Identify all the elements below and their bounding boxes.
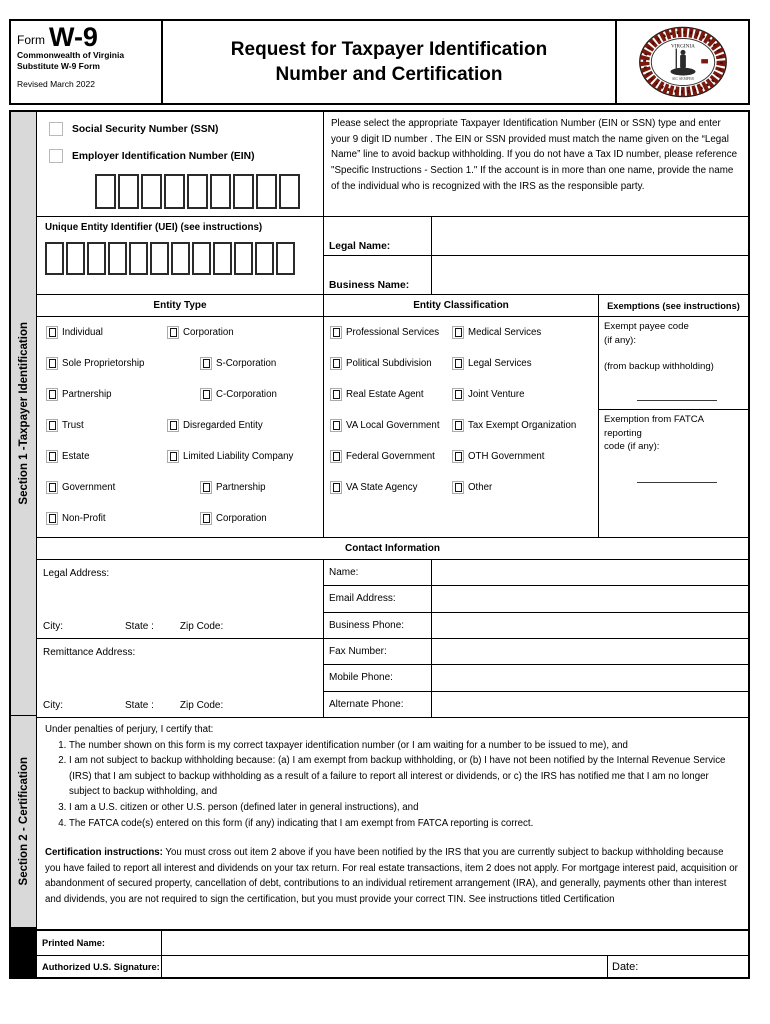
entity-type-label: C-Corporation (216, 389, 277, 400)
uei-box[interactable] (150, 242, 169, 275)
uei-boxes (45, 242, 323, 275)
alternate-phone-label: Alternate Phone: (324, 692, 432, 717)
entity-class-label: Tax Exempt Organization (468, 420, 577, 431)
form-subtitle-1: Commonwealth of Virginia (17, 50, 125, 60)
tin-digit-box[interactable] (256, 174, 277, 209)
contact-information-header: Contact Information (37, 538, 748, 560)
entity-class-label: Federal Government (346, 451, 435, 462)
w9-form-body (9, 110, 750, 979)
entity-class-label: Joint Venture (468, 389, 525, 400)
entity-class-label: Medical Services (468, 327, 542, 338)
checkbox-federal-government[interactable] (330, 450, 342, 463)
legal-name-input[interactable] (432, 217, 748, 255)
fax-number-input[interactable] (432, 639, 748, 664)
entity-type-label: Partnership (216, 482, 266, 493)
fatca-line1: Exemption from FATCA reporting (604, 414, 704, 439)
checkbox-c-corporation[interactable] (200, 388, 212, 401)
entity-type-label: Disregarded Entity (183, 420, 263, 431)
section2-sidebar (11, 716, 36, 928)
fatca-line2: code (if any): (604, 441, 660, 452)
uei-cell (37, 217, 324, 294)
exempt-payee-cell (599, 317, 748, 410)
tin-digit-box[interactable] (164, 174, 185, 209)
signature-row (37, 956, 748, 977)
email-address-label: Email Address: (324, 586, 432, 611)
fax-number-label: Fax Number: (324, 639, 432, 664)
certification-instructions-text: You must cross out item 2 above if you have been notified by the IRS that you are currently subject to backup withholding because you have failed to report all interest and dividends on your tax return. For real estate transactions, item 2 does not apply. For mortgage interest paid, acquisition or abandonment of secured property, cancellation of debt, contributions to an individual retirement arrangement (IRA), and generally, payments other than interest and dividends, you are not required to sign the certification, but you must provide your correct TIN. See instructions titled Certification (45, 847, 738, 905)
checkbox-va-state-agency[interactable] (330, 481, 342, 494)
checkbox-political-subdivision[interactable] (330, 357, 342, 370)
business-phone-input[interactable] (432, 613, 748, 638)
section-sidebar (11, 112, 37, 977)
form-id-block (11, 21, 163, 103)
legal-name-label: Legal Name: (324, 217, 432, 255)
uei-box[interactable] (234, 242, 253, 275)
business-name-label: Business Name: (324, 256, 432, 294)
checkbox-partnership[interactable] (46, 388, 58, 401)
exempt-payee-line1: Exempt payee code (604, 321, 689, 332)
checkbox-llc-partnership[interactable] (200, 481, 212, 494)
entity-type-label: Partnership (62, 389, 112, 400)
checkbox-llc-corporation[interactable] (200, 512, 212, 525)
address-column (37, 560, 324, 717)
tin-type-cell (37, 112, 324, 216)
business-name-row (324, 256, 748, 294)
entity-classification-header: Entity Classification (324, 295, 598, 317)
contact-field-row (324, 692, 748, 717)
checkbox-government[interactable] (46, 481, 58, 494)
uei-box[interactable] (108, 242, 127, 275)
zip-label: Zip Code: (179, 621, 224, 632)
section2-label: Section 2 - Certification (17, 757, 30, 886)
exemptions-column (599, 295, 748, 537)
form-revision: Revised March 2022 (17, 79, 95, 89)
checkbox-va-local-government[interactable] (330, 419, 342, 432)
checkbox-oth-government[interactable] (452, 450, 464, 463)
entity-type-label: Corporation (183, 327, 234, 338)
virginia-seal (617, 21, 748, 103)
exemptions-header: Exemptions (see instructions) (599, 295, 748, 317)
svg-text:VIRGINIA: VIRGINIA (670, 43, 695, 50)
entity-class-label: VA State Agency (346, 482, 418, 493)
contact-field-row (324, 639, 748, 665)
business-name-input[interactable] (432, 256, 748, 294)
tin-digit-box[interactable] (187, 174, 208, 209)
checkbox-disregarded-entity[interactable] (167, 419, 179, 432)
exempt-payee-line3: (from backup withholding) (604, 361, 714, 372)
printed-name-row (37, 931, 748, 956)
tin-digit-box[interactable] (279, 174, 300, 209)
contact-row (37, 560, 748, 718)
entity-type-label: Limited Liability Company (183, 451, 294, 462)
certification-instructions-lead: Certification instructions: (45, 847, 163, 859)
entity-type-label: Estate (62, 451, 90, 462)
contact-field-row (324, 586, 748, 612)
date-label: Date: (612, 960, 639, 973)
tin-digit-box[interactable] (118, 174, 139, 209)
tin-digit-boxes (95, 174, 323, 209)
fatca-cell (599, 410, 748, 537)
certification-instructions (45, 845, 740, 907)
printed-name-input[interactable] (162, 931, 748, 955)
business-phone-label: Business Phone: (324, 613, 432, 638)
email-address-input[interactable] (432, 586, 748, 611)
entity-type-label: Individual (62, 327, 103, 338)
entity-type-label: Government (62, 482, 116, 493)
checkbox-real-estate-agent[interactable] (330, 388, 342, 401)
legal-address-label: Legal Address: (43, 568, 110, 579)
ein-checkbox[interactable] (49, 149, 63, 163)
contact-field-row (324, 613, 748, 639)
entity-type-label: S-Corporation (216, 358, 277, 369)
alternate-phone-input[interactable] (432, 692, 748, 717)
tin-digit-box[interactable] (95, 174, 116, 209)
checkbox-corporation[interactable] (167, 326, 179, 339)
tin-digit-box[interactable] (233, 174, 254, 209)
entity-type-label: Corporation (216, 513, 267, 524)
ssn-checkbox[interactable] (49, 122, 63, 136)
entity-class-label: Other (468, 482, 493, 493)
certification-item: 4. The FATCA code(s) entered on this form (if any) indicating that I am exempt from FATCA reporting is correct. (69, 816, 740, 832)
entity-type-label: Sole Proprietorship (62, 358, 145, 369)
legal-address-block[interactable] (37, 560, 323, 639)
city-label: City: (43, 700, 63, 711)
printed-name-label: Printed Name: (37, 931, 162, 955)
virginia-seal-icon (635, 23, 731, 101)
entity-class-label: Professional Services (346, 327, 440, 338)
checkbox-estate[interactable] (46, 450, 58, 463)
uei-box[interactable] (66, 242, 85, 275)
entity-class-label: Real Estate Agent (346, 389, 424, 400)
certification-item: 3. I am a U.S. citizen or other U.S. person (defined later in general instructions), and (69, 800, 740, 816)
tin-row (37, 112, 748, 217)
certification-item: 2. I am not subject to backup withholding because: (a) I am exempt from backup withholding, or (b) I have not been notified by the Internal Revenue Service (IRS) that I am subject to backup withholding as a result of a failure to report all interest or dividends, or c) the IRS has notified me that I am no longer subject to backup withholding, and (69, 753, 740, 800)
tin-instructions: Please select the appropriate Taxpayer Identification Number (EIN or SSN) type and enter your 9 digit ID number . The EIN or SSN provided must match the name given on the “Legal Name” line to avoid backup withholding. If you do not have a Tax ID number, please reference "Specific Instructions - Section 1." If the account is in more than one name, provide the name of the individual who is recognized with the IRS as the responsible party. (331, 118, 738, 192)
mobile-phone-label: Mobile Phone: (324, 665, 432, 690)
sidebar-black-block (11, 928, 36, 977)
name-input[interactable] (432, 560, 748, 585)
form-title-line1: Request for Taxpayer Identification (230, 39, 548, 60)
state-label: State : (125, 700, 154, 711)
entity-class-label: Legal Services (468, 358, 532, 369)
uei-label: Unique Entity Identifier (UEI) (see instructions) (45, 222, 263, 233)
form-title (163, 21, 617, 103)
checkbox-medical-services[interactable] (452, 326, 464, 339)
date-cell[interactable] (608, 956, 748, 977)
checkbox-joint-venture[interactable] (452, 388, 464, 401)
ssn-label: Social Security Number (SSN) (72, 123, 219, 135)
form-word: Form (17, 33, 45, 47)
city-label: City: (43, 621, 63, 632)
certification-intro: Under penalties of perjury, I certify that: (45, 724, 214, 735)
contact-fields-column (324, 560, 748, 717)
form-content (37, 112, 748, 977)
uei-box[interactable] (213, 242, 232, 275)
state-label: State : (125, 621, 154, 632)
entity-type-header: Entity Type (37, 295, 323, 317)
entity-class-label: Political Subdivision (346, 358, 432, 369)
checkbox-professional-services[interactable] (330, 326, 342, 339)
svg-text:SIC SEMPER: SIC SEMPER (671, 77, 694, 82)
ssn-option (49, 122, 323, 136)
uei-box[interactable] (87, 242, 106, 275)
mobile-phone-input[interactable] (432, 665, 748, 690)
checkbox-sole-proprietorship[interactable] (46, 357, 58, 370)
form-number: W-9 (49, 22, 98, 52)
certification-item: 1. The number shown on this form is my correct taxpayer identification number (or I am waiting for a number to be issued to me), and (69, 738, 740, 754)
signature-label: Authorized U.S. Signature: (37, 956, 162, 977)
checkbox-legal-services[interactable] (452, 357, 464, 370)
legal-name-row (324, 217, 748, 256)
ein-label: Employer Identification Number (EIN) (72, 150, 255, 162)
entity-type-label: Non-Profit (62, 513, 106, 524)
uei-box[interactable] (276, 242, 295, 275)
entity-type-label: Trust (62, 420, 84, 431)
entity-class-label: VA Local Government (346, 420, 440, 431)
checkbox-individual[interactable] (46, 326, 58, 339)
tin-digit-box[interactable] (141, 174, 162, 209)
checkbox-other[interactable] (452, 481, 464, 494)
form-header (9, 19, 750, 105)
certification-section (37, 718, 748, 931)
uei-box[interactable] (192, 242, 211, 275)
remittance-address-label: Remittance Address: (43, 647, 136, 658)
name-label: Name: (324, 560, 432, 585)
signature-input[interactable] (162, 956, 608, 977)
section1-label: Section 1 -Taxpayer Identification (17, 322, 30, 505)
form-subtitle-2: Substitute W-9 Form (17, 60, 100, 71)
entity-type-column (37, 295, 324, 537)
exempt-payee-input[interactable] (637, 400, 717, 401)
uei-box[interactable] (129, 242, 148, 275)
form-title-line2: Number and Certification (275, 64, 503, 85)
checkbox-non-profit[interactable] (46, 512, 58, 525)
entity-class-label: OTH Government (468, 451, 545, 462)
contact-field-row (324, 560, 748, 586)
fatca-code-input[interactable] (637, 482, 717, 483)
checkbox-s-corporation[interactable] (200, 357, 212, 370)
checkbox-tax-exempt-organization[interactable] (452, 419, 464, 432)
checkbox-llc[interactable] (167, 450, 179, 463)
uei-names-row (37, 217, 748, 295)
exempt-payee-line2: (if any): (604, 334, 636, 346)
uei-box[interactable] (255, 242, 274, 275)
certification-list (45, 738, 740, 832)
section1-sidebar (11, 112, 36, 716)
uei-box[interactable] (171, 242, 190, 275)
remittance-address-block[interactable] (37, 639, 323, 717)
checkbox-trust[interactable] (46, 419, 58, 432)
ein-option (49, 149, 323, 163)
zip-label: Zip Code: (179, 700, 224, 711)
entity-classification-column (324, 295, 599, 537)
tin-digit-box[interactable] (210, 174, 231, 209)
uei-box[interactable] (45, 242, 64, 275)
entity-row (37, 295, 748, 538)
contact-field-row (324, 665, 748, 691)
